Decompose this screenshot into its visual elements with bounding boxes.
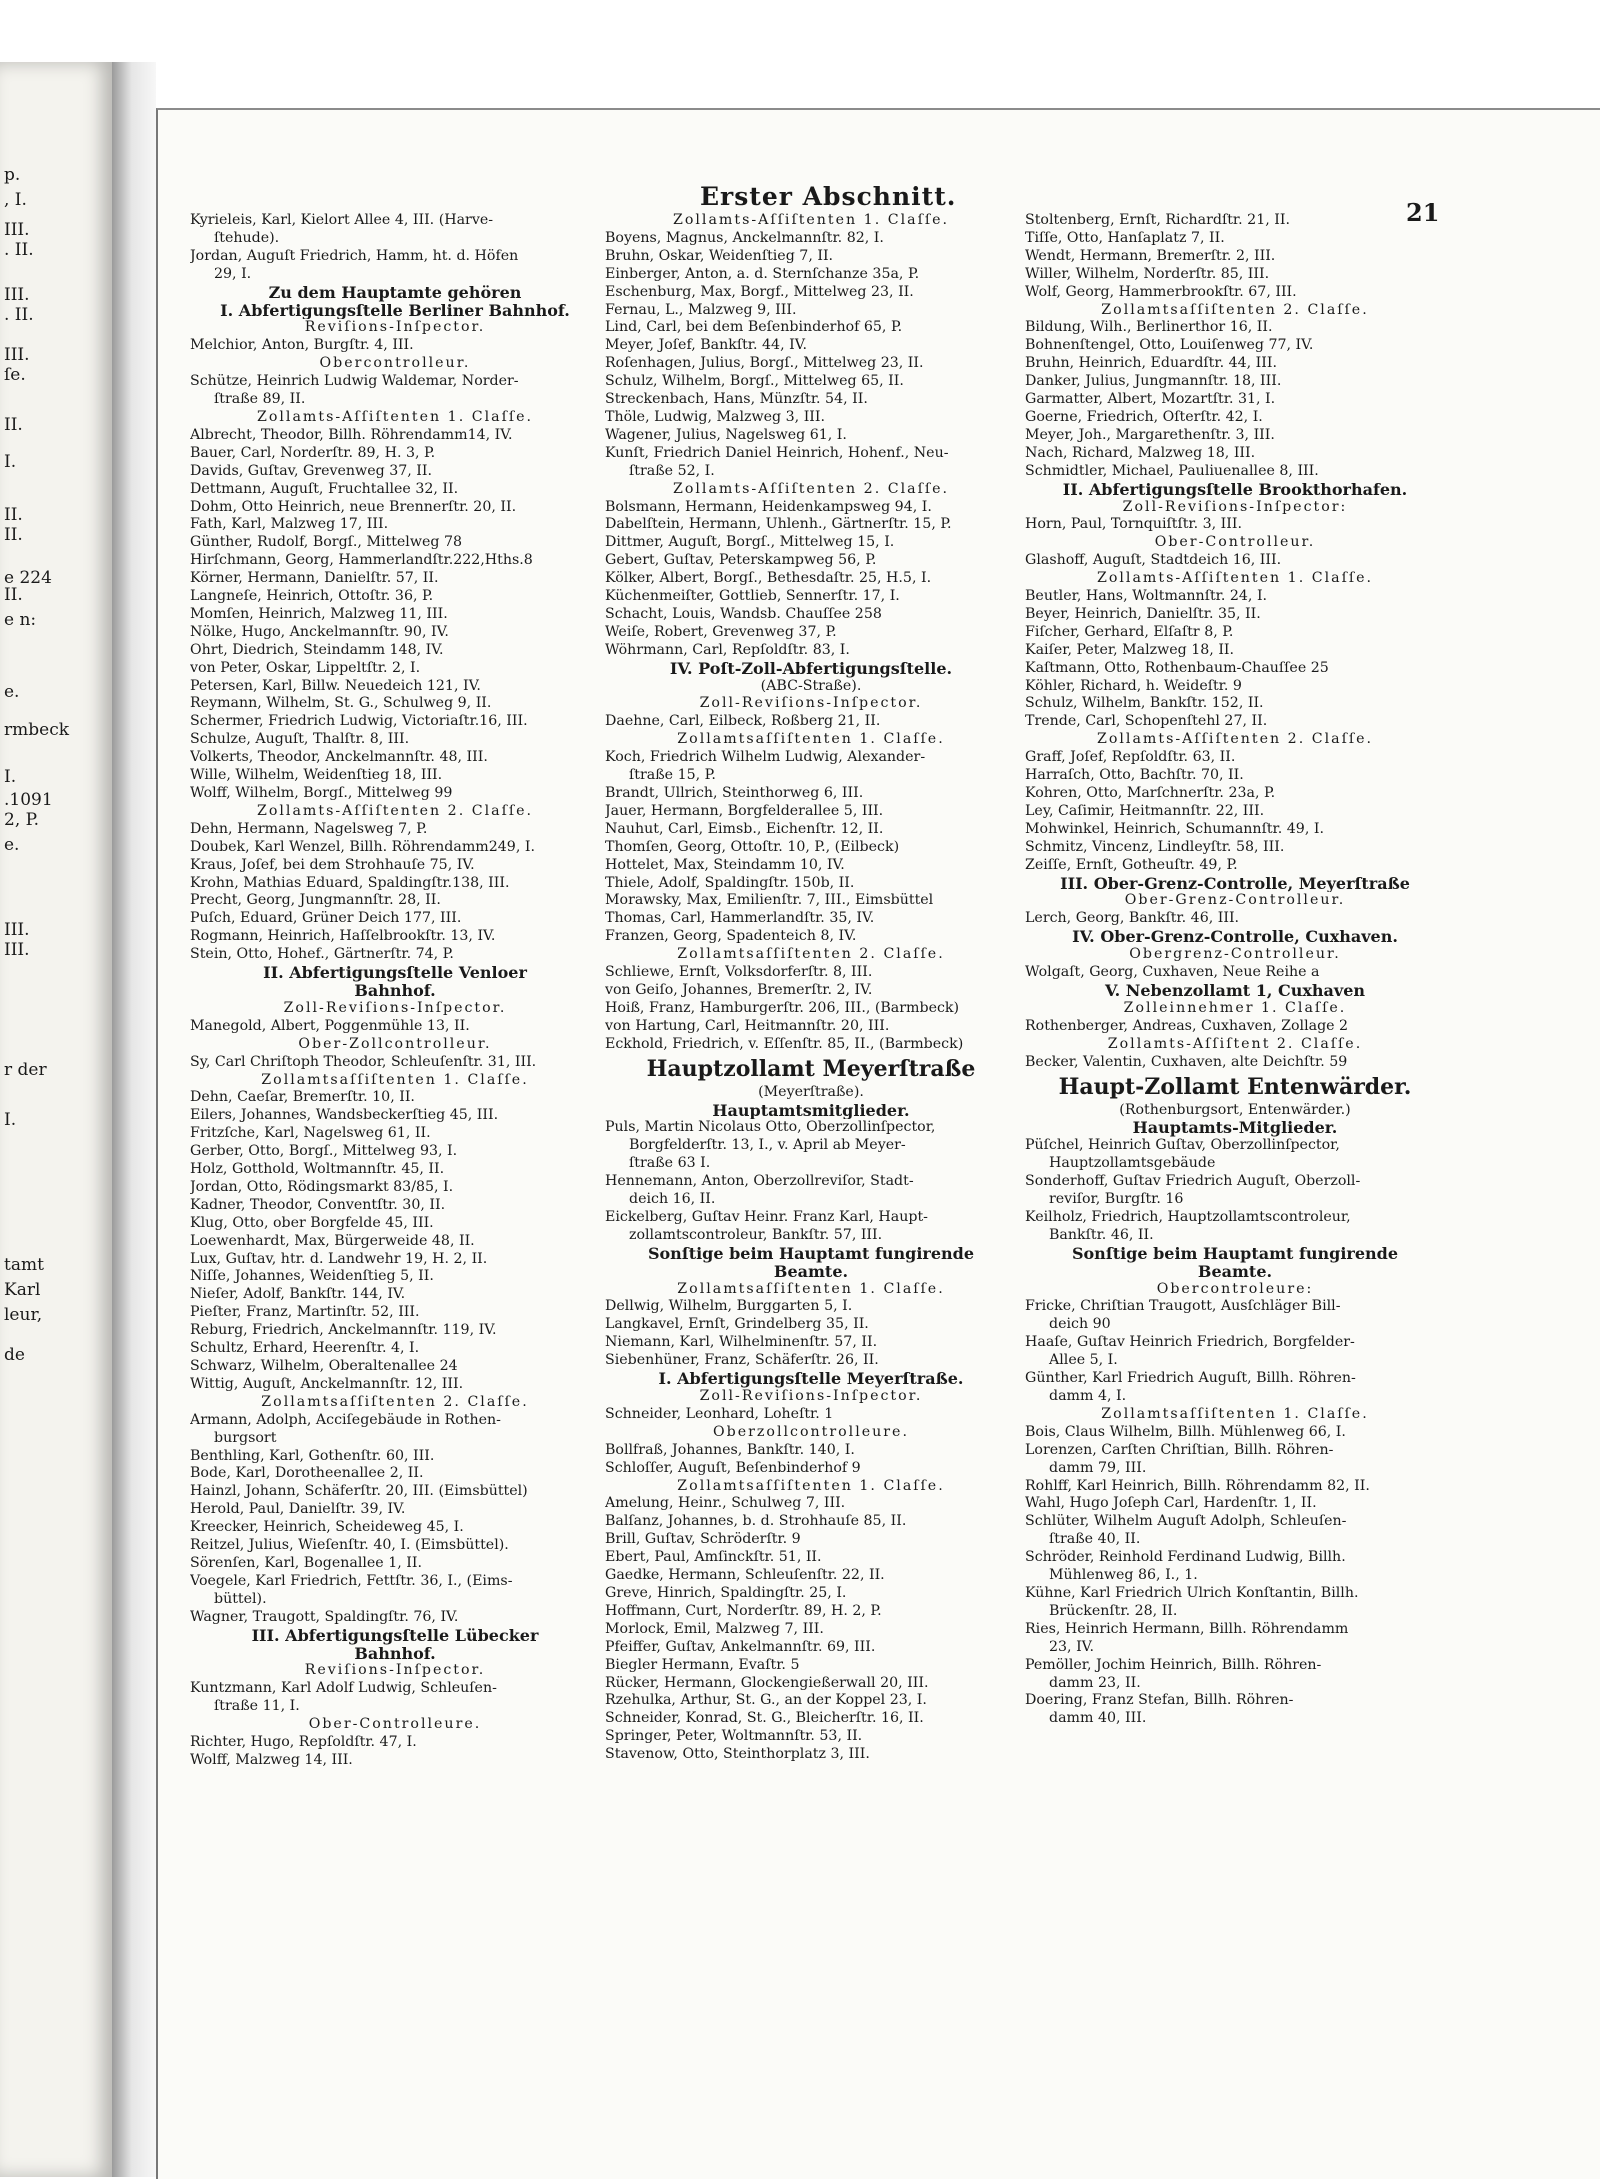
entry-continuation: Allee 5, I. [1049,1352,1118,1369]
left-page-fragment: leur, [4,1305,43,1325]
directory-entry: Puſch, Eduard, Grüner Deich 177, III. [190,910,462,927]
rank-heading: Zollamtsaſſiſtenten 1. Claſſe. [261,1071,529,1088]
directory-entry: Roſenhagen, Julius, Borgſ., Mittelweg 23, II. [605,355,924,372]
directory-entry: Bode, Karl, Dorotheenallee 2, II. [190,1465,424,1482]
directory-entry: Kühne, Karl Friedrich Ulrich Konſtantin, Billh. [1025,1584,1359,1601]
directory-entry: Langkavel, Ernſt, Grindelberg 35, II. [605,1316,869,1333]
directory-entry: Wahl, Hugo Joſeph Carl, Hardenſtr. 1, II. [1025,1495,1317,1512]
directory-entry: Wöhrmann, Carl, Repſoldſtr. 83, I. [605,641,850,658]
page-title: Erster Abschnitt. [700,182,957,211]
directory-entry: Ries, Heinrich Hermann, Billh. Röhrendamm [1025,1620,1349,1637]
directory-entry: Bruhn, Oskar, Weidenſtieg 7, II. [605,247,834,264]
entry-continuation: zollamtscontroleur, Bankſtr. 57, III. [629,1226,883,1243]
section-heading: Sonſtige beim Hauptamt fungirende [647,1244,975,1263]
directory-entry: Meyer, Joſef, Bankſtr. 44, IV. [605,337,807,354]
directory-entry: Kreecker, Heinrich, Scheideweg 45, I. [190,1519,464,1536]
entry-continuation: damm 40, III. [1049,1710,1147,1727]
text-column-3 [1025,212,1445,1728]
directory-entry: Dettmann, Auguſt, Fruchtallee 32, II. [190,480,459,497]
directory-entry: Glashoff, Auguſt, Stadtdeich 16, III. [1025,552,1282,569]
directory-entry: Schloſſer, Auguſt, Beſenbinderhof 9 [605,1459,861,1476]
directory-entry: Schmidtler, Michael, Pauliuenallee 8, III. [1025,462,1319,479]
left-page-fragment: II. [4,585,23,605]
section-heading: Hauptamts-Mitglieder. [1132,1119,1338,1138]
directory-entry: Küchenmeiſter, Gottlieb, Sennerſtr. 17, I. [605,588,900,605]
left-page-fragment: III. [4,345,30,365]
left-page-fragment: . II. [4,305,34,325]
directory-entry: Thomas, Carl, Hammerlandſtr. 35, IV. [605,910,875,927]
directory-entry: Springer, Peter, Woltmannſtr. 53, II. [605,1728,863,1745]
section-heading: Sonſtige beim Hauptamt fungirende [1071,1244,1399,1263]
entry-continuation: 23, IV. [1049,1638,1094,1655]
directory-entry: Amelung, Heinr., Schulweg 7, III. [605,1495,846,1512]
directory-entry: Nauhut, Carl, Eimsb., Eichenſtr. 12, II. [605,820,884,837]
entry-continuation: büttel). [214,1590,267,1607]
book-gutter [112,62,156,2177]
entry-continuation: Hauptzollamtsgebäude [1049,1155,1216,1172]
directory-entry: Morlock, Emil, Malzweg 7, III. [605,1620,824,1637]
entry-continuation: ſtraße 52, I. [629,462,715,479]
directory-entry: Danker, Julius, Jungmannſtr. 18, III. [1025,373,1282,390]
entry-continuation: ſtraße 11, I. [214,1698,300,1715]
directory-entry: Garmatter, Albert, Mozartſtr. 31, I. [1025,391,1276,408]
directory-entry: Hainzl, Johann, Schäferſtr. 20, III. (Eimsbüttel) [190,1483,528,1500]
directory-entry: Sörenſen, Karl, Bogenallee 1, II. [190,1554,422,1571]
directory-entry: Beutler, Hans, Woltmannſtr. 24, I. [1025,588,1268,605]
left-page-fragment: . II. [4,240,34,260]
left-page-fragment: tamt [4,1255,44,1275]
directory-entry: Balſanz, Johannes, b. d. Strohhauſe 85, II. [605,1513,907,1530]
directory-entry: Rohlff, Karl Heinrich, Billh. Röhrendamm 82, II. [1025,1477,1370,1494]
directory-entry: Schütze, Heinrich Ludwig Waldemar, Norder- [190,373,519,390]
directory-entry: Kaiſer, Peter, Malzweg 18, II. [1025,641,1235,658]
directory-entry: Holz, Gotthold, Woltmannſtr. 45, II. [190,1161,445,1178]
directory-entry: Weiſe, Robert, Grevenweg 37, P. [605,623,837,640]
directory-entry: Nölke, Hugo, Anckelmannſtr. 90, IV. [190,623,449,640]
directory-entry: Schultz, Erhard, Heerenſtr. 4, I. [190,1340,420,1357]
directory-entry: Ley, Caſimir, Heitmannſtr. 22, III. [1025,802,1265,819]
directory-entry: Schwarz, Wilhelm, Oberaltenallee 24 [190,1358,458,1374]
directory-entry: Hoiß, Franz, Hamburgerſtr. 206, III., (Barmbeck) [605,999,960,1016]
left-page-fragment: 2, P. [4,810,40,830]
directory-entry: Brill, Guſtav, Schröderſtr. 9 [605,1531,801,1548]
directory-entry: Niemann, Karl, Wilhelminenſtr. 57, II. [605,1334,878,1351]
directory-entry: Lorenzen, Carſten Chriſtian, Billh. Röhren- [1025,1441,1334,1458]
directory-entry: Schacht, Louis, Wandsb. Chauſſee 258 [605,605,882,622]
directory-entry: Bois, Claus Wilhelm, Billh. Mühlenweg 66, I. [1025,1423,1346,1440]
left-page-fragment: rmbeck [4,720,70,740]
office-heading: Hauptzollamt Meyerſtraße [646,1055,976,1082]
directory-entry: Siebenhüner, Franz, Schäferſtr. 26, II. [605,1352,879,1369]
left-page-fragment: II. [4,415,23,435]
directory-entry: Rothenberger, Andreas, Cuxhaven, Zollage 2 [1025,1017,1349,1034]
left-page-fragment: II. [4,525,23,545]
left-page-fragment: e n: [4,610,37,630]
directory-entry: Schulz, Wilhelm, Borgſ., Mittelweg 65, II. [605,373,904,390]
entry-continuation: deich 16, II. [629,1191,716,1208]
directory-entry: Bruhn, Heinrich, Eduardſtr. 44, III. [1025,355,1277,372]
left-page-edge [0,62,115,2177]
left-page-fragment: , I. [4,190,27,210]
directory-entry: Rogmann, Heinrich, Haſſelbrookſtr. 13, IV. [190,928,496,945]
directory-entry: Schneider, Leonhard, Loheſtr. 1 [605,1405,834,1422]
directory-entry: Albrecht, Theodor, Billh. Röhrendamm14, IV. [190,426,513,443]
directory-entry: Hennemann, Anton, Oberzollreviſor, Stadt- [605,1173,914,1190]
entry-continuation: damm 4, I. [1049,1388,1127,1404]
rank-heading: Zolleinnehmer 1. Claſſe. [1123,999,1347,1016]
section-heading: II. Abfertigungsſtelle Venloer [263,964,527,982]
directory-entry: Langneſe, Heinrich, Ottoſtr. 36, P. [190,588,434,605]
directory-entry: von Peter, Oskar, Lippeltſtr. 2, I. [190,659,421,676]
directory-entry: Boyens, Magnus, Anckelmannſtr. 82, I. [605,229,884,246]
rank-heading: Oberzollcontrolleure. [713,1423,909,1440]
directory-entry: Goerne, Friedrich, Oſterſtr. 42, I. [1025,408,1263,425]
entry-continuation: burgsort [214,1429,277,1446]
left-page-fragment: III. [4,285,30,305]
directory-entry: Voegele, Karl Friedrich, Fettſtr. 36, I., (Eims- [190,1572,513,1589]
rank-heading: Zollamts-Aſſiſtent 2. Claſſe. [1107,1035,1363,1052]
directory-entry: Schröder, Reinhold Ferdinand Ludwig, Billh. [1025,1549,1346,1566]
directory-entry: Körner, Hermann, Danielſtr. 57, II. [190,570,439,587]
directory-entry: Beyer, Heinrich, Danielſtr. 35, II. [1025,605,1261,622]
directory-entry: Franzen, Georg, Spadenteich 8, IV. [605,928,857,945]
directory-entry: Volkerts, Theodor, Anckelmannſtr. 48, III. [190,749,488,766]
directory-entry: Reburg, Friedrich, Anckelmannſtr. 119, IV. [190,1322,497,1339]
directory-entry: Wolgaſt, Georg, Cuxhaven, Neue Reihe a [1025,964,1320,981]
directory-entry: Jordan, Otto, Rödingsmarkt 83/85, I. [190,1178,454,1195]
section-heading: Beamte. [1197,1262,1273,1281]
directory-entry: Pemöller, Jochim Heinrich, Billh. Röhren- [1025,1656,1322,1673]
directory-entry: Kohren, Otto, Marſchnerſtr. 23a, P. [1025,785,1276,801]
directory-entry: Jauer, Hermann, Borgfelderallee 5, III. [605,802,884,819]
rank-heading: Reviſions-Inſpector. [304,319,486,336]
directory-entry: Wagener, Julius, Nagelsweg 61, I. [605,426,847,443]
directory-entry: Dittmer, Auguſt, Borgſ., Mittelweg 15, I. [605,534,895,551]
directory-entry: Gaedke, Hermann, Schleuſenſtr. 22, II. [605,1567,885,1584]
directory-entry: Köhler, Richard, h. Weideſtr. 9 [1025,677,1242,694]
directory-entry: von Hartung, Carl, Heitmannſtr. 20, III. [605,1017,890,1034]
rank-heading: Zollamts-Aſſiſtenten 1. Claſſe. [257,408,533,425]
entry-continuation: Borgfelderſtr. 13, I., v. April ab Meyer- [629,1137,906,1154]
directory-entry: Doering, Franz Stefan, Billh. Röhren- [1025,1692,1294,1709]
section-heading: Hauptamtsmitglieder. [712,1101,910,1120]
rank-heading: Obergrenz-Controlleur. [1129,946,1341,963]
left-page-fragment: .1091 [4,790,53,810]
directory-entry: Streckenbach, Hans, Münzſtr. 54, II. [605,391,868,408]
directory-entry: Schulz, Wilhelm, Bankſtr. 152, II. [1025,695,1264,712]
directory-entry: Puls, Martin Nicolaus Otto, Oberzollinſpector, [605,1119,936,1136]
directory-entry: Lux, Guſtav, htr. d. Landwehr 19, H. 2, II. [190,1250,488,1267]
directory-entry: Nach, Richard, Malzweg 18, III. [1025,444,1256,461]
directory-entry: Kaſtmann, Otto, Rothenbaum-Chauſſee 25 [1025,659,1329,676]
directory-entry: Meyer, Joh., Margarethenſtr. 3, III. [1025,426,1275,443]
directory-entry: Einberger, Anton, a. d. Sternſchanze 35a, P. [605,265,920,282]
sub-heading: (ABC-Straße). [760,677,862,694]
rank-heading: Zollamtsaſſiſtenten 1. Claſſe. [1101,1405,1369,1422]
directory-entry: Wittig, Auguſt, Anckelmannſtr. 12, III. [190,1375,464,1392]
directory-entry: Bolsmann, Hermann, Heidenkampsweg 94, I. [605,498,932,515]
left-page-fragment: III. [4,920,30,940]
left-page-fragment: de [4,1345,25,1365]
directory-entry: Gebert, Guſtav, Peterskampweg 56, P. [605,552,877,569]
rank-heading: Zollamts-Aſſiſtenten 1. Claſſe. [673,212,949,228]
directory-entry: Schulze, Auguſt, Thalſtr. 8, III. [190,731,410,748]
directory-entry: Ebert, Paul, Amſinckſtr. 51, II. [605,1549,822,1566]
directory-entry: Trende, Carl, Schopenſtehl 27, II. [1025,713,1268,730]
directory-entry: Bildung, Wilh., Berlinerthor 16, II. [1025,319,1273,336]
directory-entry: Hottelet, Max, Steindamm 10, IV. [605,856,845,873]
rank-heading: Zoll-Reviſions-Inſpector: [1122,498,1348,515]
directory-entry: Wolff, Malzweg 14, III. [190,1751,353,1768]
left-page-fragment: ſe. [4,365,26,385]
rank-heading: Zollamts-Aſſiſtenten 2. Claſſe. [673,480,949,497]
left-page-fragment: I. [4,452,17,472]
directory-entry: Lerch, Georg, Bankſtr. 46, III. [1025,910,1240,927]
section-heading: II. Abfertigungsſtelle Brookthorhafen. [1062,480,1408,499]
rank-heading: Ober-Grenz-Controlleur. [1124,892,1346,909]
directory-entry: Melchior, Anton, Burgſtr. 4, III. [190,337,414,354]
section-heading: I. Abfertigungsſtelle Berliner Bahnhof. [220,301,570,320]
directory-entry: Benthling, Karl, Gothenſtr. 60, III. [190,1447,435,1464]
directory-entry: Rücker, Hermann, Glockengießerwall 20, III. [605,1674,929,1691]
directory-entry: Dehn, Hermann, Nagelsweg 7, P. [190,820,428,837]
directory-entry: Schliewe, Ernſt, Volksdorferſtr. 8, III. [605,964,873,981]
directory-entry: Püſchel, Heinrich Guſtav, Oberzollinſpector, [1025,1137,1340,1154]
directory-entry: Eilers, Johannes, Wandsbeckerſtieg 45, III. [190,1107,499,1124]
directory-entry: Fernau, L., Malzweg 9, III. [605,301,797,318]
directory-entry: Schlüter, Wilhelm Auguſt Adolph, Schleuſen- [1025,1513,1347,1530]
rank-heading: Zoll-Reviſions-Inſpector. [699,695,923,712]
directory-entry: Graff, Joſef, Repſoldſtr. 63, II. [1025,749,1236,766]
directory-entry: Kraus, Joſef, bei dem Strohhauſe 75, IV. [190,856,475,873]
rank-heading: Zollamts-Aſſiſtenten 2. Claſſe. [257,802,533,819]
directory-entry: Biegler Hermann, Evaſtr. 5 [605,1656,800,1673]
directory-entry: Wagner, Traugott, Spaldingſtr. 76, IV. [190,1608,459,1625]
directory-entry: Thiele, Adolf, Spaldingſtr. 150b, II. [605,874,855,891]
directory-entry: von Geiſo, Johannes, Bremerſtr. 2, IV. [605,981,873,998]
directory-entry: Dabelſtein, Hermann, Uhlenh., Gärtnerſtr. 15, P. [605,516,952,533]
rank-heading: Zollamtsaſſiſtenten 1. Claſſe. [677,1280,945,1297]
directory-entry: Bollfraß, Johannes, Bankſtr. 140, I. [605,1441,855,1458]
directory-entry: Eckhold, Friedrich, v. Eſſenſtr. 85, II., (Barmbeck) [605,1035,964,1052]
section-heading: V. Nebenzollamt 1, Cuxhaven [1104,981,1366,1000]
directory-entry: Willer, Wilhelm, Norderſtr. 85, III. [1025,265,1270,282]
directory-entry: Eickelberg, Guſtav Heinr. Franz Karl, Haupt- [605,1208,928,1225]
directory-entry: Rzehulka, Arthur, St. G., an der Koppel 23, I. [605,1692,927,1709]
section-heading: IV. Ober-Grenz-Controlle, Cuxhaven. [1072,928,1398,947]
directory-entry: Precht, Georg, Jungmannſtr. 28, II. [190,892,441,909]
directory-entry: Kyrieleis, Karl, Kielort Allee 4, III. (Harve- [190,212,494,228]
rank-heading: Zollamtsaſſiſtenten 2. Claſſe. [677,946,945,963]
rank-heading: Zollamtsaſſiſtenten 1. Claſſe. [677,1477,945,1494]
directory-entry: Kuntzmann, Karl Adolf Ludwig, Schleuſen- [190,1680,497,1697]
directory-entry: Bohnenſtengel, Otto, Louiſenweg 77, IV. [1025,337,1314,354]
directory-entry: Reymann, Wilhelm, St. G., Schulweg 9, II. [190,695,492,712]
directory-entry: Kölker, Albert, Borgſ., Bethesdaſtr. 25, H.5, I. [605,570,932,587]
directory-entry: Sonderhoff, Guſtav Friedrich Auguſt, Oberzoll- [1025,1173,1361,1190]
entry-continuation: ſtraße 15, P. [629,767,716,784]
directory-entry: Kadner, Theodor, Conventſtr. 30, II. [190,1196,446,1213]
directory-entry: Eschenburg, Max, Borgf., Mittelweg 23, II. [605,283,914,300]
directory-entry: Schmitz, Vincenz, Lindleyſtr. 58, III. [1025,838,1285,855]
directory-entry: Stavenow, Otto, Steinthorplatz 3, III. [605,1746,870,1763]
directory-entry: Momſen, Heinrich, Malzweg 11, III. [190,605,448,622]
section-heading: I. Abfertigungsſtelle Meyerſtraße. [658,1370,964,1388]
rank-heading: Reviſions-Inſpector. [304,1662,486,1679]
rank-heading: Ober-Zollcontrolleur. [298,1035,492,1052]
directory-entry: Ohrt, Diedrich, Steindamm 148, IV. [190,641,444,658]
directory-entry: Niſſe, Johannes, Weidenſtieg 5, II. [190,1268,434,1285]
sub-heading: (Rothenburgsort, Entenwärder.) [1119,1101,1351,1118]
directory-entry: Thöle, Ludwig, Malzweg 3, III. [605,408,826,425]
directory-entry: Tiſſe, Otto, Hanſaplatz 7, II. [1025,229,1225,246]
directory-entry: Dellwig, Wilhelm, Burggarten 5, I. [605,1298,853,1315]
directory-entry: Hirſchmann, Georg, Hammerlandſtr.222,Hths.8 [190,552,533,569]
office-heading: Haupt-Zollamt Entenwärder. [1058,1073,1412,1100]
entry-continuation: deich 90 [1049,1316,1111,1333]
directory-entry: Wendt, Hermann, Bremerſtr. 2, III. [1025,247,1276,264]
directory-entry: Fiſcher, Gerhard, Elſaſtr 8, P. [1025,623,1234,640]
section-heading: Bahnhof. [354,981,436,1000]
rank-heading: Obercontroleure: [1156,1280,1314,1297]
sub-heading: (Meyerſtraße). [758,1083,864,1100]
directory-entry: Mohwinkel, Heinrich, Schumannſtr. 49, I. [1025,820,1324,837]
directory-entry: Lind, Carl, bei dem Beſenbinderhof 65, P. [605,319,903,336]
rank-heading: Obercontrolleur. [319,355,471,372]
left-page-fragment: I. [4,767,17,787]
entry-continuation: Mühlenweg 86, I., 1. [1049,1567,1198,1584]
directory-entry: Zeiſſe, Ernſt, Gotheuſtr. 49, P. [1025,856,1238,873]
directory-entry: Pieſter, Franz, Martinſtr. 52, III. [190,1304,420,1321]
directory-entry: Stein, Otto, Hohef., Gärtnerſtr. 74, P. [190,946,454,963]
left-page-fragment: e 224 [4,568,52,588]
directory-entry: Bauer, Carl, Norderſtr. 89, H. 3, P. [190,444,436,461]
directory-entry: Günther, Rudolf, Borgſ., Mittelweg 78 [190,534,463,551]
directory-entry: Fricke, Chriſtian Traugott, Ausſchläger Bill- [1025,1298,1341,1315]
directory-entry: Hoffmann, Curt, Norderſtr. 89, H. 2, P. [605,1602,882,1619]
section-heading: Beamte. [773,1262,849,1281]
directory-entry: Koch, Friedrich Wilhelm Ludwig, Alexander- [605,749,926,766]
left-page-fragment: e. [4,835,20,855]
page-number: 21 [1406,198,1440,227]
directory-entry: Nieſer, Adolf, Bankſtr. 144, IV. [190,1286,406,1303]
rank-heading: Ober-Controlleure. [308,1716,482,1733]
left-page-fragment: III. [4,220,30,240]
rank-heading: Zoll-Reviſions-Inſpector. [699,1388,923,1404]
entry-continuation: ſtehude). [214,229,280,246]
text-column-2 [605,212,1017,1764]
left-page-fragment: II. [4,505,23,525]
directory-entry: Richter, Hugo, Repſoldſtr. 47, I. [190,1734,417,1751]
rank-heading: Ober-Controlleur. [1154,534,1316,551]
entry-continuation: reviſor, Burgſtr. 16 [1049,1191,1184,1208]
directory-entry: Klug, Otto, ober Borgfelde 45, III. [190,1214,434,1231]
directory-entry: Keilholz, Friedrich, Hauptzollamtscontroleur, [1025,1208,1351,1225]
directory-entry: Jordan, Auguſt Friedrich, Hamm, ht. d. Höfen [190,247,519,264]
directory-entry: Doubek, Karl Wenzel, Billh. Röhrendamm249, I. [190,838,535,855]
entry-continuation: ſtraße 89, II. [214,391,306,408]
rank-heading: Zollamtsaſſiſtenten 1. Claſſe. [677,731,945,748]
directory-entry: Reitzel, Julius, Wieſenſtr. 40, I. (Eimsbüttel). [190,1537,509,1554]
directory-entry: Schneider, Konrad, St. G., Bleicherſtr. 16, II. [605,1710,924,1727]
directory-entry: Wolf, Georg, Hammerbrookſtr. 67, III. [1025,283,1297,300]
directory-entry: Stoltenberg, Ernſt, Richardſtr. 21, II. [1025,212,1290,228]
left-page-fragment: Karl [4,1280,41,1300]
text-column-1 [190,212,600,1770]
directory-entry: Gerber, Otto, Borgſ., Mittelweg 93, I. [190,1143,458,1160]
directory-entry: Fath, Karl, Malzweg 17, III. [190,516,389,533]
directory-entry: Loewenhardt, Max, Bürgerweide 48, II. [190,1232,475,1249]
entry-continuation: Bankſtr. 46, II. [1049,1226,1154,1243]
section-heading: III. Ober-Grenz-Controlle, Meyerſtraße [1060,874,1410,893]
section-heading: III. Abfertigungsſtelle Lübecker [251,1626,539,1645]
entry-continuation: 29, I. [214,265,252,282]
directory-entry: Günther, Karl Friedrich Auguſt, Billh. Röhren- [1025,1370,1356,1387]
directory-entry: Harraſch, Otto, Bachſtr. 70, II. [1025,767,1244,784]
entry-continuation: damm 79, III. [1049,1459,1147,1476]
directory-entry: Wolff, Wilhelm, Borgſ., Mittelweg 99 [190,785,453,801]
directory-entry: Dehn, Caeſar, Bremerſtr. 10, II. [190,1089,415,1106]
entry-continuation: ſtraße 63 I. [629,1155,711,1172]
left-page-fragment: r der [4,1060,47,1080]
directory-entry: Kunſt, Friedrich Daniel Heinrich, Hohenf., Neu- [605,444,949,461]
left-page-fragment: I. [4,1110,17,1130]
directory-entry: Schermer, Friedrich Ludwig, Victoriaſtr.16, III. [190,713,528,730]
directory-entry: Dohm, Otto Heinrich, neue Brennerſtr. 20, II. [190,498,517,515]
directory-entry: Becker, Valentin, Cuxhaven, alte Deichſtr. 59 [1025,1053,1348,1070]
rank-heading: Zollamtsaſſiſtenten 2. Claſſe. [1101,301,1369,318]
rank-heading: Zoll-Reviſions-Inſpector. [283,999,507,1016]
section-heading: IV. Poſt-Zoll-Abfertigungsſtelle. [669,659,953,678]
directory-entry: Pfeiffer, Guſtav, Ankelmannſtr. 69, III. [605,1638,876,1655]
rank-heading: Zollamtsaſſiſtenten 2. Claſſe. [261,1393,529,1410]
rank-heading: Zollamts-Aſſiſtenten 1. Claſſe. [1097,570,1373,587]
section-heading: Zu dem Hauptamte gehören [268,283,522,302]
directory-entry: Daehne, Carl, Eilbeck, Roßberg 21, II. [605,713,881,730]
directory-entry: Herold, Paul, Danielſtr. 39, IV. [190,1501,406,1518]
directory-entry: Morawsky, Max, Emilienſtr. 7, III., Eimsbüttel [605,892,934,909]
directory-entry: Manegold, Albert, Poggenmühle 13, II. [190,1017,470,1034]
directory-entry: Horn, Paul, Tornquiſtſtr. 3, III. [1025,516,1243,533]
directory-entry: Petersen, Karl, Billw. Neuedeich 121, IV. [190,677,481,694]
directory-entry: Sy, Carl Chriſtoph Theodor, Schleuſenſtr. 31, III. [190,1053,537,1070]
entry-continuation: ſtraße 40, II. [1049,1531,1141,1548]
directory-entry: Greve, Hinrich, Spaldingſtr. 25, I. [605,1584,847,1601]
directory-entry: Brandt, Ullrich, Steinthorweg 6, III. [605,785,864,801]
directory-entry: Fritzſche, Karl, Nagelsweg 61, II. [190,1125,431,1142]
section-heading: Bahnhof. [354,1644,436,1663]
left-page-fragment: III. [4,940,30,960]
entry-continuation: Brückenſtr. 28, II. [1049,1602,1178,1619]
directory-entry: Wille, Wilhelm, Weidenſtieg 18, III. [190,767,443,784]
directory-entry: Haaſe, Guſtav Heinrich Friedrich, Borgfelder- [1025,1334,1355,1351]
directory-entry: Davids, Guſtav, Grevenweg 37, II. [190,462,432,479]
directory-entry: Thomſen, Georg, Ottoſtr. 10, P., (Eilbeck) [605,838,900,855]
left-page-fragment: e. [4,682,20,702]
left-page-fragment: p. [4,165,21,185]
rank-heading: Zollamts-Aſſiſtenten 2. Claſſe. [1097,731,1373,748]
directory-entry: Armann, Adolph, Acciſegebäude in Rothen- [190,1411,501,1428]
directory-entry: Krohn, Mathias Eduard, Spaldingſtr.138, III. [190,874,510,891]
entry-continuation: damm 23, II. [1049,1674,1141,1691]
